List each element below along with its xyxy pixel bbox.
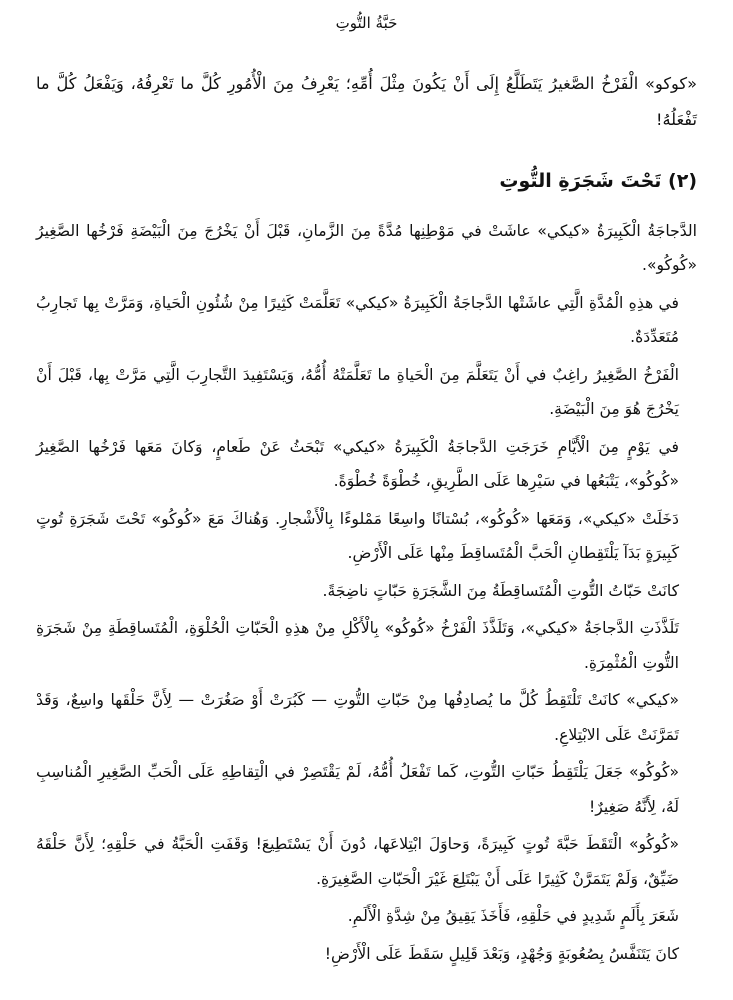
paragraph: «كيكي» كانَتْ تَلْتَقِطُ كُلَّ ما يُصادِفُها مِنْ حَبّاتِ التُّوتِ — كَبُرَتْ أَوْ صَغُرَتْ — لِأَنَّ حَلْقَها واسِعٌ، وَقَدْ تَمَرَّنَتْ عَلَى الابْتِلاعِ. [36,691,679,744]
paragraph: كانَتْ حَبّاتُ التُّوتِ الْمُتَساقِطَةُ مِنَ الشَّجَرَةِ حَبّاتٍ ناضِجَةً. [322,581,679,600]
running-header: حَبَّةُ التُّوتِ [335,14,398,32]
book-page [36,0,697,1000]
paragraph: «كُوكُو» الْتَقَطَ حَبَّةَ تُوتٍ كَبِيرَةً، وَحاوَلَ ابْتِلاعَها، دُونَ أَنْ يَسْتَطِيعَ! وَقَفَتِ الْحَبَّةُ في حَلْقِهِ؛ لِأَنَّ حَلْقَهُ ضَيِّقٌ، وَلَمْ يَتَمَرَّنْ كَثِيرًا عَلَى أَنْ يَبْتَلِعَ غَيْرَ الْحَبّاتِ الصَّغِيرَةِ. [36,835,679,888]
paragraph: الْفَرْخُ الصَّغِيرُ راغِبٌ في أَنْ يَتَعَلَّمَ مِنَ الْحَياةِ ما تَعَلَّمَتْهُ أُمُّهُ، وَيَسْتَفِيدَ التَّجارِبَ الَّتِي مَرَّتْ بِها، قَبْلَ أَنْ يَخْرُجَ هُوَ مِنَ الْبَيْضَةِ. [36,365,679,419]
paragraph: في هذِهِ الْمُدَّةِ الَّتِي عاشَتْها الدَّجاجَةُ الْكَبِيرَةُ «كيكي» تَعَلَّمَتْ كَثِيرًا مِنْ شُئُونِ الْحَياةِ، وَمَرَّتْ بِها تَجارِبُ مُتَعَدِّدَةٌ. [36,293,679,347]
chapter-body [36,214,697,972]
paragraph: في يَوْمٍ مِنَ الْأَيَّامِ خَرَجَتِ الدَّجاجَةُ الْكَبِيرَةُ «كيكي» تَبْحَثُ عَنْ طَعامٍ، وَكانَ مَعَها فَرْخُها الصَّغِيرُ «كُوكُو»، يَتْبَعُها في سَيْرِها عَلَى الطَّرِيقِ، خُطْوَةً خُطْوَةً. [36,437,679,491]
paragraph: «كُوكُو» جَعَلَ يَلْتَقِطُ حَبّاتِ التُّوتِ، كَما تَفْعَلُ أُمُّهُ، لَمْ يَقْتَصِرْ في الْتِقاطِهِ عَلَى الْحَبِّ الصَّغِيرِ الْمُناسِبِ لَهُ، لِأَنَّهُ صَغِيرٌ! [36,763,679,816]
paragraph: دَخَلَتْ «كيكي»، وَمَعَها «كُوكُو»، بُسْتانًا واسِعًا مَمْلوءًا بِالْأَشْجارِ. وَهُناكَ مَعَ «كُوكُو» تَحْتَ شَجَرَةِ تُوتٍ كَبِيرَةٍ بَدَآ يَلْتَقِطانِ الْحَبَّ الْمُتَساقِطَ مِنْها عَلَى الْأَرْضِ. [36,509,679,563]
intro-paragraph: «كوكو» الْفَرْخُ الصَّغيرُ يَتَطَلَّعُ إِلَى أَنْ يَكُونَ مِثْلَ أُمِّهِ؛ يَعْرِفُ مِنَ الْأُمُورِ كُلَّ ما تَعْرِفُهُ، وَيَفْعَلُ كُلَّ ما تَفْعَلُهُ! [36,74,697,129]
chapter-title: (٢) تَحْتَ شَجَرَةِ التُّوتِ [499,170,697,192]
paragraph: كانَ يَتَنَفَّسُ بِصُعُوبَةٍ وَجُهْدٍ، وَبَعْدَ قَلِيلٍ سَقَطَ عَلَى الْأَرْضِ! [324,944,679,963]
paragraph: تَلَذَّذَتِ الدَّجاجَةُ «كيكي»، وَتَلَذَّذَ الْفَرْخُ «كُوكُو» بِالْأَكْلِ مِنْ هذِهِ الْحَبّاتِ الْحُلْوَةِ، الْمُتَساقِطَةِ مِنْ شَجَرَةِ التُّوتِ الْمُثْمِرَةِ. [36,619,679,672]
paragraph: شَعَرَ بِأَلَمٍ شَدِيدٍ في حَلْقِهِ، فَأَخَذَ يَقِيقُ مِنْ شِدَّةِ الْأَلَمِ. [347,907,679,926]
paragraph: الدَّجاجَةُ الْكَبِيرَةُ «كيكي» عاشَتْ في مَوْطِنِها مُدَّةً مِنَ الزَّمانِ، قَبْلَ أَنْ يَخْرُجَ مِنَ الْبَيْضَةِ فَرْخُها الصَّغِيرُ «كُوكُو». [36,221,697,275]
